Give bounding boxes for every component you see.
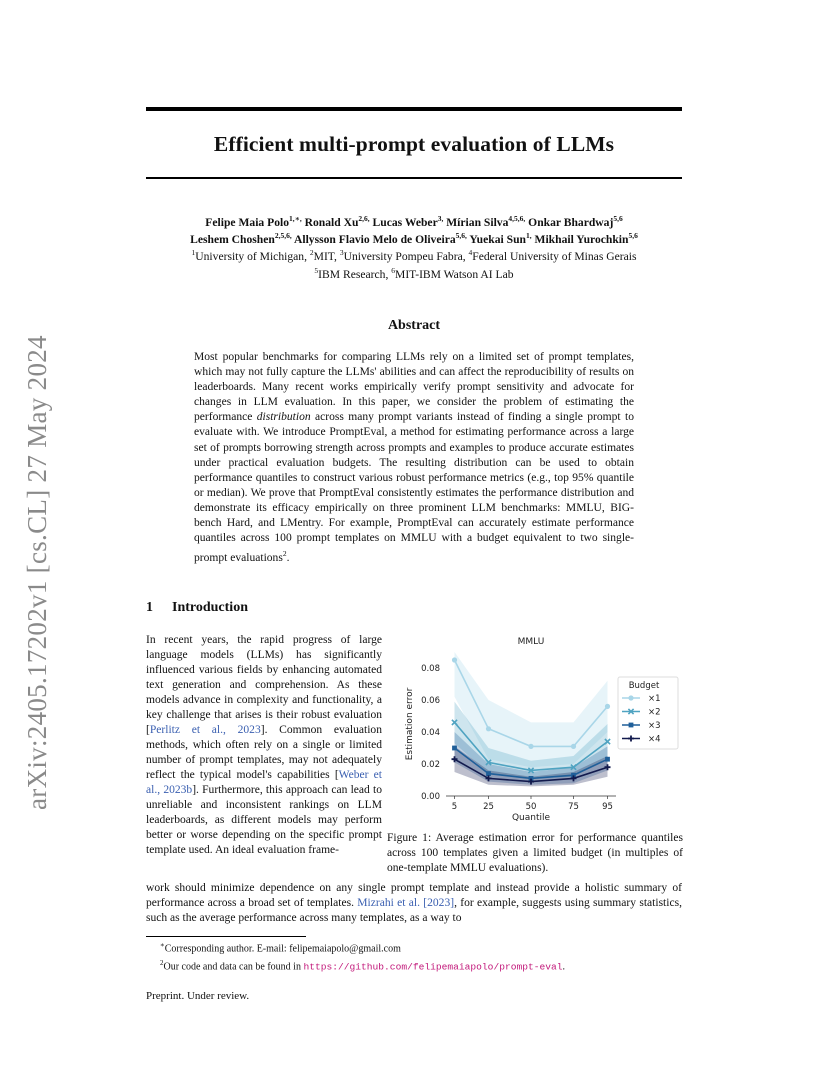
footnotes bbox=[160, 938, 682, 975]
section-number: 1 bbox=[146, 600, 153, 615]
footnote-2: $^2$Our code and data can be found in https://github.com/felipemaiapolo/prompt-eval. bbox=[160, 959, 566, 973]
legend-label: ×2 bbox=[648, 707, 661, 718]
legend-label: ×4 bbox=[648, 734, 661, 745]
data-point bbox=[571, 744, 576, 749]
legend-title: Budget bbox=[628, 681, 660, 691]
author-names bbox=[120, 214, 708, 248]
mmlu-error-chart bbox=[388, 630, 683, 830]
x-tick-label: 75 bbox=[568, 802, 579, 812]
author-block bbox=[120, 214, 708, 283]
intro-paragraph-continued: work should minimize dependence on any single prompt template and instead provide a holistic summary of performance across a broad set of templates. Mizrahi et al. [2023], for example, suggests using summary statistics, such as the average performance across many templates, as a way to bbox=[146, 882, 682, 924]
data-point bbox=[486, 771, 491, 776]
y-tick-label: 0.00 bbox=[421, 792, 440, 802]
preprint-note: Preprint. Under review. bbox=[146, 990, 250, 1002]
data-point bbox=[452, 657, 457, 662]
abstract-body: Most popular benchmarks for comparing LLMs rely on a limited set of prompt templates, which may not fully capture the LLMs' abilities and can affect the reproducibility of results on leaderboards. Many recent works empirically verify prompt sensitivity and advocate for changes in LLM evaluation. In this paper, we consider the problem of estimating the performance distribution across many prompt variants instead of finding a single prompt to evaluate with. We introduce PromptEval, a method for estimating performance across a large set of prompts borrowing strength across prompts and examples to produce accurate estimates under practical evaluation budgets. The resulting distribution can be used to obtain performance quantiles to construct various robust performance metrics (e.g., top 95% quantile or median). We prove that PromptEval consistently estimates the performance distribution and demonstrate its efficacy empirically on three prominent LLM benchmarks: MMLU, BIG-bench Hard, and LMentry. For example, PromptEval can accurately estimate performance quantiles across 100 prompt templates on MMLU with a budget equivalent to two single-prompt evaluations$^2$. bbox=[194, 351, 634, 565]
paper-title: Efficient multi-prompt evaluation of LLMs bbox=[213, 132, 615, 156]
affiliations-line-1: $^1$University of Michigan, $^2$MIT, $^3$University Pompeu Fabra, $^4$Federal University of Minas Gerais bbox=[191, 248, 637, 264]
intro-paragraph: In recent years, the rapid progress of large language models (LLMs) has significantly influenced various fields by enhancing automated text generation and comprehension. As these models advance in complexity and functionality, a key challenge that arises is their robust evaluation [Perlitz et al., 2023]. Common evaluation methods, which often rely on a single or limited number of prompt templates, may not adequately reflect the typical model's capabilities [Weber et al., 2023b]. Furthermore, this approach can lead to unreliable and inconsistent rankings on LLM leaderboards, as different models may perform better or worse depending on the specific prompt template used. An ideal evaluation frame- bbox=[146, 634, 383, 856]
figure-caption: Figure 1: Average estimation error for performance quantiles across 100 templates given a limited budget (in multiples of one-template MMLU evaluations). bbox=[387, 832, 683, 874]
citation-link[interactable]: Weber et al., 2023b bbox=[146, 769, 383, 796]
authors-line-1: Felipe Maia Polo$^{1,∗,}$ Ronald $Xu^{2,6,}$ Lucas Weber$^{3,}$ Mírian Silva$^{4,5,6,}$ Onkar Bhardwaj$^{5,6}$ bbox=[205, 214, 623, 229]
legend-label: ×1 bbox=[648, 694, 661, 704]
data-point bbox=[605, 757, 610, 762]
section-heading bbox=[146, 600, 248, 616]
title-bottom-rule bbox=[146, 177, 682, 179]
y-axis-label: Estimation error bbox=[405, 687, 415, 761]
x-tick-label: 50 bbox=[525, 802, 537, 812]
citation-link[interactable]: Mizrahi et al. [2023] bbox=[357, 897, 455, 909]
citation-link[interactable]: Perlitz et al., 2023 bbox=[149, 724, 261, 736]
data-point bbox=[452, 746, 457, 751]
legend-label: ×3 bbox=[648, 721, 661, 731]
authors-line-2: Leshem Choshen$^{2,5,6,}$ Allysson Flavio Melo de Oliveira$^{5,6,}$ Yuekai Sun$^{1,}$ Mikhail Yurochkin$^{5,6}$ bbox=[190, 231, 638, 247]
section-title: Introduction bbox=[172, 600, 248, 615]
footnote-1: ∗Corresponding author. E-mail: felipemaiapolo@gmail.com bbox=[160, 941, 401, 955]
data-point bbox=[628, 695, 633, 700]
top-rule bbox=[146, 107, 682, 111]
abstract-heading: Abstract bbox=[387, 318, 441, 333]
x-axis-label: Quantile bbox=[511, 813, 551, 823]
data-point bbox=[486, 726, 491, 731]
y-tick-label: 0.08 bbox=[421, 664, 440, 674]
affiliations-line-2: $^5$IBM Research, $^6$MIT-IBM Watson AI Lab bbox=[314, 265, 514, 281]
code-url-link[interactable]: https://github.com/felipemaiapolo/prompt-eval bbox=[303, 961, 563, 973]
x-tick-label: 25 bbox=[483, 802, 494, 812]
footnote-rule bbox=[146, 936, 306, 937]
y-tick-label: 0.06 bbox=[421, 696, 440, 706]
data-point bbox=[605, 704, 610, 709]
data-point bbox=[528, 744, 533, 749]
x-tick-label: 95 bbox=[602, 802, 613, 812]
data-point bbox=[629, 723, 634, 728]
chart-title: MMLU bbox=[517, 637, 545, 647]
arxiv-stamp: arXiv:2405.17202v1 [cs.CL] 27 May 2024 bbox=[22, 335, 52, 810]
abstract-emphasis: distribution bbox=[256, 411, 311, 424]
footnote-marker: 2 bbox=[282, 549, 287, 559]
y-tick-label: 0.04 bbox=[421, 728, 440, 738]
x-tick-label: 5 bbox=[451, 802, 458, 812]
y-tick-label: 0.02 bbox=[421, 760, 440, 770]
